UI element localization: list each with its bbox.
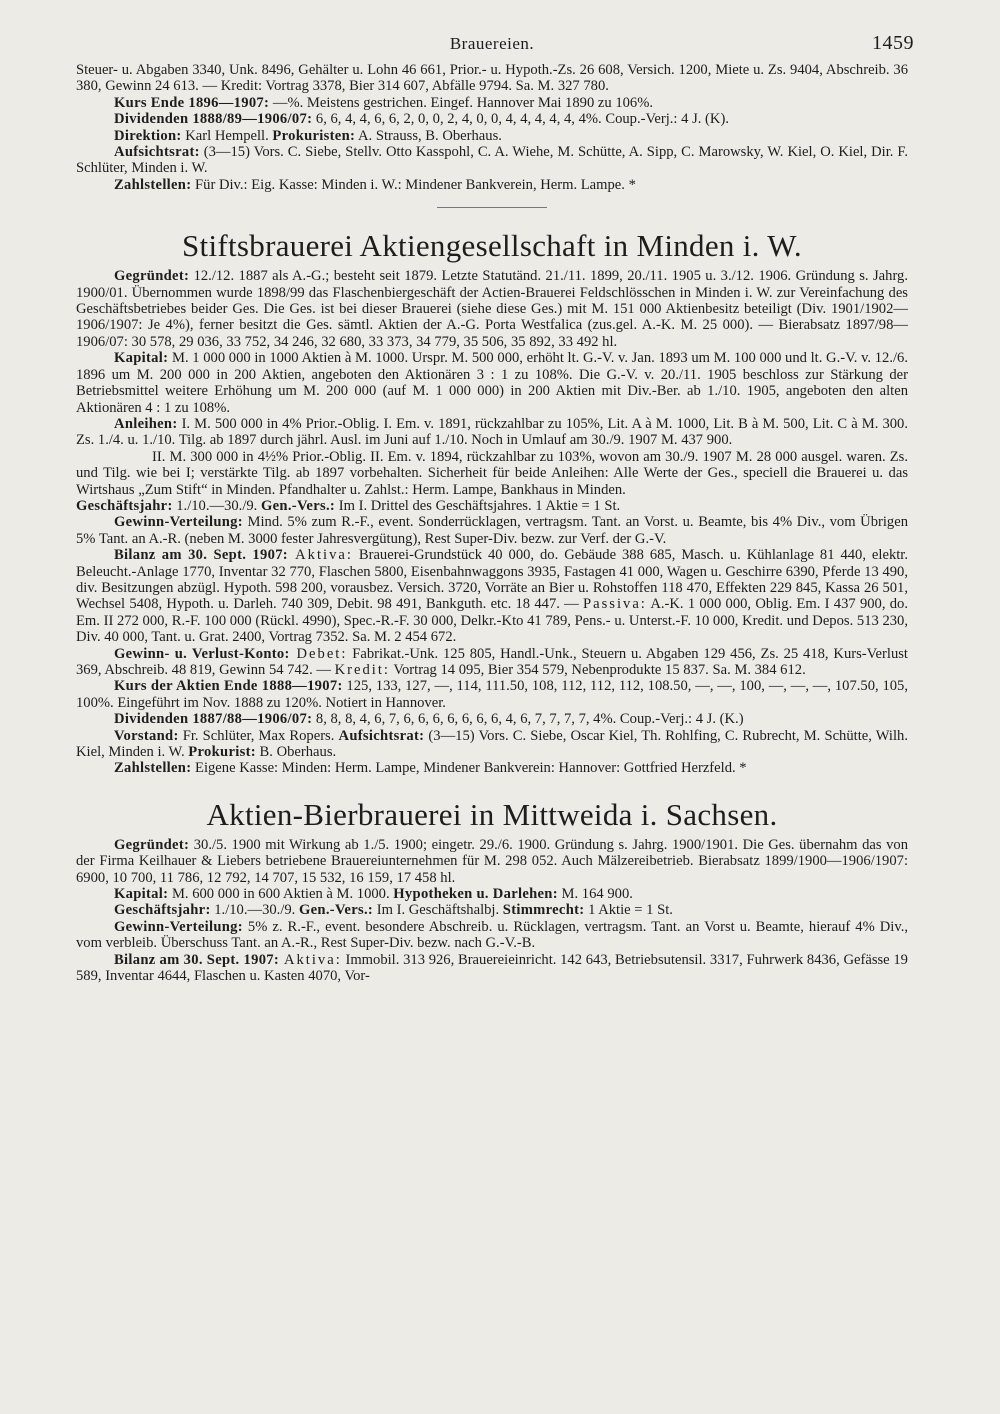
anleihen-paragraph: Anleihen: I. M. 500 000 in 4% Prior.-Oblig. I. Em. v. 1891, rückzahlbar zu 105%, Lit. A à M. 1000, Lit. B à M. 500, Lit. C à M. 300. Zs. 1./4. u. 1./10. Tilg. ab 1897 durch jährl. Ausl. im Juni auf 1./10. Noch in Umlauf am 30./9. 1907 M. 437 900. — [76, 415, 908, 449]
prev-dividenden: Dividenden 1888/89—1906/07: 6, 6, 4, 4, 6, 6, 2, 0, 0, 2, 4, 0, 0, 4, 4, 4, 4, 4, 4%. Coup.-Verj.: 4 J. (K). — [114, 111, 729, 128]
dividenden-paragraph: Dividenden 1887/88—1906/07: 8, 8, 8, 4, 6, 7, 6, 6, 6, 6, 6, 6, 6, 4, 6, 7, 7, 7, 7, 4%. Coup.-Verj.: 4 J. (K.) — [114, 711, 744, 728]
gewinn-verlust-paragraph: Gewinn- u. Verlust-Konto: Debet: Fabrikat.-Unk. 125 805, Handl.-Unk., Steuern u. Abgaben 129 456, Zs. 25 418, Kurs-Verlust 369, Abschreib. 48 819, Gewinn 54 742. — Kredit: Vortrag 14 095, Bier 354 579, Nebenprodukte 15 837. Sa. M. 384 612. — [76, 645, 908, 678]
kurs-paragraph: Kurs der Aktien Ende 1888—1907: 125, 133, 127, —, 114, 111.50, 108, 112, 112, 112, 108.50, —, —, 100, —, —, —, 107.50, 105, 100%. Eingeführt im Nov. 1888 zu 120%. Notiert in Hannover. — [76, 678, 908, 711]
section-divider — [437, 207, 547, 208]
company-title-mittweida: Aktien-Bierbrauerei in Mittweida i. Sachsen. — [206, 796, 778, 832]
prev-zahlstellen: Zahlstellen: Für Div.: Eig. Kasse: Minden i. W.: Mindener Bankverein, Herm. Lampe. * — [114, 176, 636, 193]
page-number: 1459 — [872, 32, 914, 54]
geschaeftsjahr-paragraph: Geschäftsjahr: 1./10.—30./9. Gen.-Vers.: Im I. Drittel des Geschäftsjahres. 1 Aktie = 1 St. — [76, 497, 621, 514]
gegruendet-paragraph: Gegründet: 12./12. 1887 als A.-G.; besteht seit 1879. Letzte Statutänd. 21./11. 1899, 20./11. 1905 u. 3./12. 1906. Gründung s. Jahrg. 1900/01. Übernommen wurde 1898/99 das Flaschenbiergeschäft der Actien-Brauerei Feldschlösschen in Minden i. W. zur Vereinfachung des Geschäftsbetriebes beider Ges. Die Ges. ist bei dieser Brauerei (siehe diese Ges.) mit M. 151 000 Aktienbesitz beteiligt (Div. 1901/1902—1906/1907: Je 4%), ferner besitzt die Ges. sämtl. Aktien der A.-G. Porta Westfalica (zus.gel. A.-K. M. 25 000). — Bierabsatz 1897/98—1906/07: 30 578, 29 036, 33 752, 34 246, 32 680, 33 373, 34 779, 35 506, 35 892, 33 492 hl. — [76, 268, 908, 350]
prev-direktion: Direktion: Karl Hempell. Prokuristen: A. Strauss, B. Oberhaus. — [114, 127, 502, 144]
bilanz-paragraph: Bilanz am 30. Sept. 1907: Aktiva: Immobil. 313 926, Brauereieinricht. 142 643, Betriebsutensil. 3317, Fuhrwerk 8436, Gefässe 19 589, Inventar 4644, Flaschen u. Kasten 4070, Vor- — [76, 951, 908, 985]
prev-aufsichtsrat: Aufsichtsrat: (3—15) Vors. C. Siebe, Stellv. Otto Kasspohl, C. A. Wiehe, M. Schütte, A. Sipp, C. Marowsky, W. Kiel, O. Kiel, Dir. F. Schlüter, Minden i. W. — [76, 144, 908, 177]
running-head — [76, 32, 914, 62]
anleihen-ii-paragraph: II. M. 300 000 in 4½% Prior.-Oblig. II. Em. v. 1894, rückzahlbar zu 103%, wovon am 30./9. 1907 M. 28 000 ausgel. waren. Zs. und Tilg. wie bei I; verstärkte Tilg. ab 1897 vorbehalten. Sicherheit für beide Anleihen: Alle Werte der Ges., speciell die Brauerei u. das Wirtshaus „Zum Stift“ in Minden. Pfandhalter u. Zahlst.: Herm. Lampe, Bankhaus in Minden. — [76, 448, 908, 498]
geschaeftsjahr-paragraph: Geschäftsjahr: 1./10.—30./9. Gen.-Vers.: Im I. Geschäftshalbj. Stimmrecht: 1 Aktie = 1 St. — [114, 902, 673, 919]
prev-kurs: Kurs Ende 1896—1907: —%. Meistens gestrichen. Eingef. Hannover Mai 1890 zu 106%. — [114, 94, 654, 111]
vorstand-paragraph: Vorstand: Fr. Schlüter, Max Ropers. Aufsichtsrat: (3—15) Vors. C. Siebe, Oscar Kiel, Th. Rohlfing, C. Rubrecht, M. Schütte, Wilh. Kiel, Minden i. W. Prokurist: B. Oberhaus. — [76, 727, 908, 761]
prev-finances: Steuer- u. Abgaben 3340, Unk. 8496, Gehälter u. Lohn 46 661, Prior.- u. Hypoth.-Zs. 26 608, Versich. 1200, Miete u. Zs. 9404, Abschreib. 36 380, Gewinn 24 613. — Kredit: Vortrag 3378, Bier 314 607, Abfälle 9794. Sa. M. 327 780. — [76, 62, 908, 95]
gewinn-verteilung-paragraph: Gewinn-Verteilung: Mind. 5% zum R.-F., event. Sonderrücklagen, vertragsm. Tant. an Vorst. u. Beamte, bis 4% Div., vom Übrigen 5% Tant. an A.-R. (neben M. 3000 fester Jahresvergütung), Rest Super-Div. bezw. zur Verf. der G.-V. — [76, 514, 908, 547]
gegruendet-paragraph: Gegründet: 30./5. 1900 mit Wirkung ab 1./5. 1900; eingetr. 29./6. 1900. Gründung s. Jahrg. 1900/1901. Die Ges. übernahm das von der Firma Keilhauer & Liebers betriebene Brauereiunternehmen für M. 298 052. Auch Mälzereibetrieb. Bierabsatz 1899/1900—1906/1907: 6900, 10 700, 11 786, 12 792, 14 707, 15 532, 16 159, 17 458 hl. — [76, 836, 908, 886]
bilanz-paragraph: Bilanz am 30. Sept. 1907: Aktiva: Brauerei-Grundstück 40 000, do. Gebäude 388 685, Masch. u. Kühlanlage 81 440, elektr. Beleucht.-Anlage 1770, Inventar 32 770, Flaschen 5800, Eisenbahnwaggons 3935, Fastagen 41 000, Wagen u. Geschirre 6390, Pferde 13 490, div. Besitzungen abzügl. Hypoth. 598 200, vorausbez. Versich. 3720, Vorräte an Bier u. Rohstoffen 118 470, Effekten 229 845, Kassa 26 501, Wechsel 5408, Hypoth. u. Darleh. 740 309, Debit. 98 491, Bankguth. etc. 18 447. — Passiva: A.-K. 1 000 000, Oblig. Em. I 437 900, do. Em. II 272 000, R.-F. 100 000 (Rückl. 4990), Spec.-R.-F. 30 000, Delkr.-Kto 41 789, Pens.- u. Unterst.-F. 10 000, Kredit. und Depos. 513 230, Div. 40 000, Tant. u. Grat. 2400, Vortrag 7352. Sa. M. 2 454 672. — [76, 547, 908, 646]
gewinn-verteilung-paragraph: Gewinn-Verteilung: 5% z. R.-F., event. besondere Abschreib. u. Rücklagen, vertragsm. Tant. an Vorst u. Beamte, hierauf 4% Div., vom verbleib. Überschuss Tant. an A.-R., Rest Super-Div. bezw. nach G.-V.-B. — [76, 918, 908, 952]
zahlstellen-paragraph: Zahlstellen: Eigene Kasse: Minden: Herm. Lampe, Mindener Bankverein: Hannover: Gottfried Herzfeld. * — [114, 760, 747, 777]
company-title-stiftsbrauerei: Stiftsbrauerei Aktiengesellschaft in Minden i. W. — [182, 228, 802, 264]
kapital-paragraph: Kapital: M. 1 000 000 in 1000 Aktien à M. 1000. Urspr. M. 500 000, erhöht lt. G.-V. v. Jan. 1893 um M. 100 000 und lt. G.-V. v. 12./6. 1896 um M. 200 000 in 200 Aktien, angeboten den Aktionären 3 : 1 zu 108%. Die G.-V. v. 20./11. 1905 beschloss zur Stärkung der Betriebsmittel weitere Erhöhung um M. 200 000 (auf M. 1 000 000) in 200 Aktien mit Div.-Ber. ab 1./10. 1905, angeboten den alten Aktionären 4 : 1 zu 108%. — [76, 350, 908, 416]
section-title: Brauereien. — [449, 34, 535, 53]
kapital-paragraph: Kapital: M. 600 000 in 600 Aktien à M. 1000. Hypotheken u. Darlehen: M. 164 900. — [114, 886, 633, 903]
